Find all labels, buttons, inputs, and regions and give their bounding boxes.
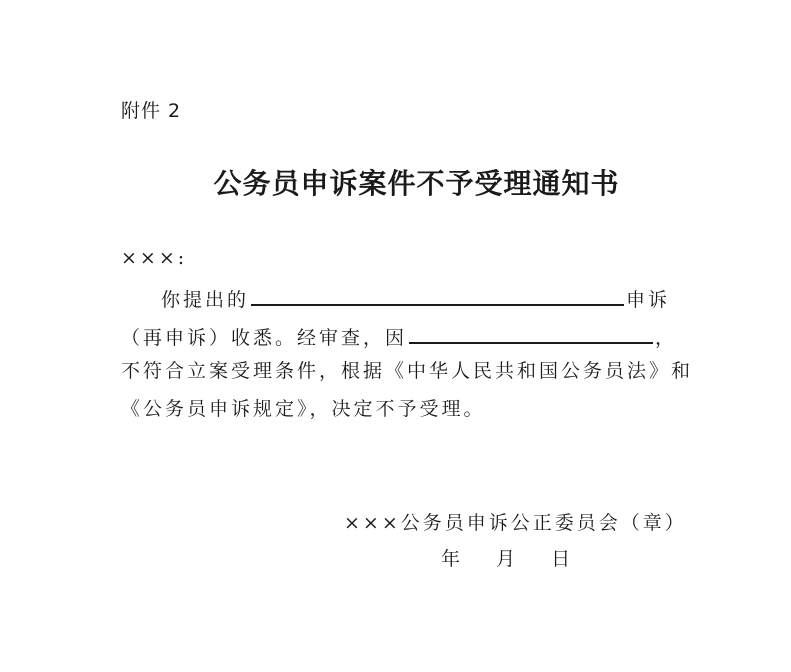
body-line-1: [161, 284, 671, 311]
attachment-label: 附件 2: [121, 100, 182, 122]
body-line-2: [121, 322, 678, 349]
appeal-content-blank: [251, 284, 624, 306]
line1-text-before: 你提出的: [161, 289, 250, 311]
line1-text-after: 申诉: [626, 289, 671, 311]
date-month: 月: [496, 548, 516, 570]
line2-text-before: （再申诉）收悉。经审查，因: [121, 327, 408, 349]
line2-text-after: ，: [655, 327, 678, 349]
document-title: 公务员申诉案件不予受理通知书: [213, 167, 620, 200]
salutation: ×××:: [121, 247, 188, 269]
reason-blank: [409, 322, 653, 344]
body-line-3: 不符合立案受理条件，根据《中华人民共和国公务员法》和: [121, 360, 694, 382]
date-year: 年: [441, 548, 461, 570]
date-line: [441, 544, 570, 571]
issuer-signature: ×××公务员申诉公正委员会（章）: [344, 512, 687, 534]
date-day: 日: [551, 548, 571, 570]
body-line-4: 《公务员申诉规定》，决定不予受理。: [121, 398, 486, 420]
